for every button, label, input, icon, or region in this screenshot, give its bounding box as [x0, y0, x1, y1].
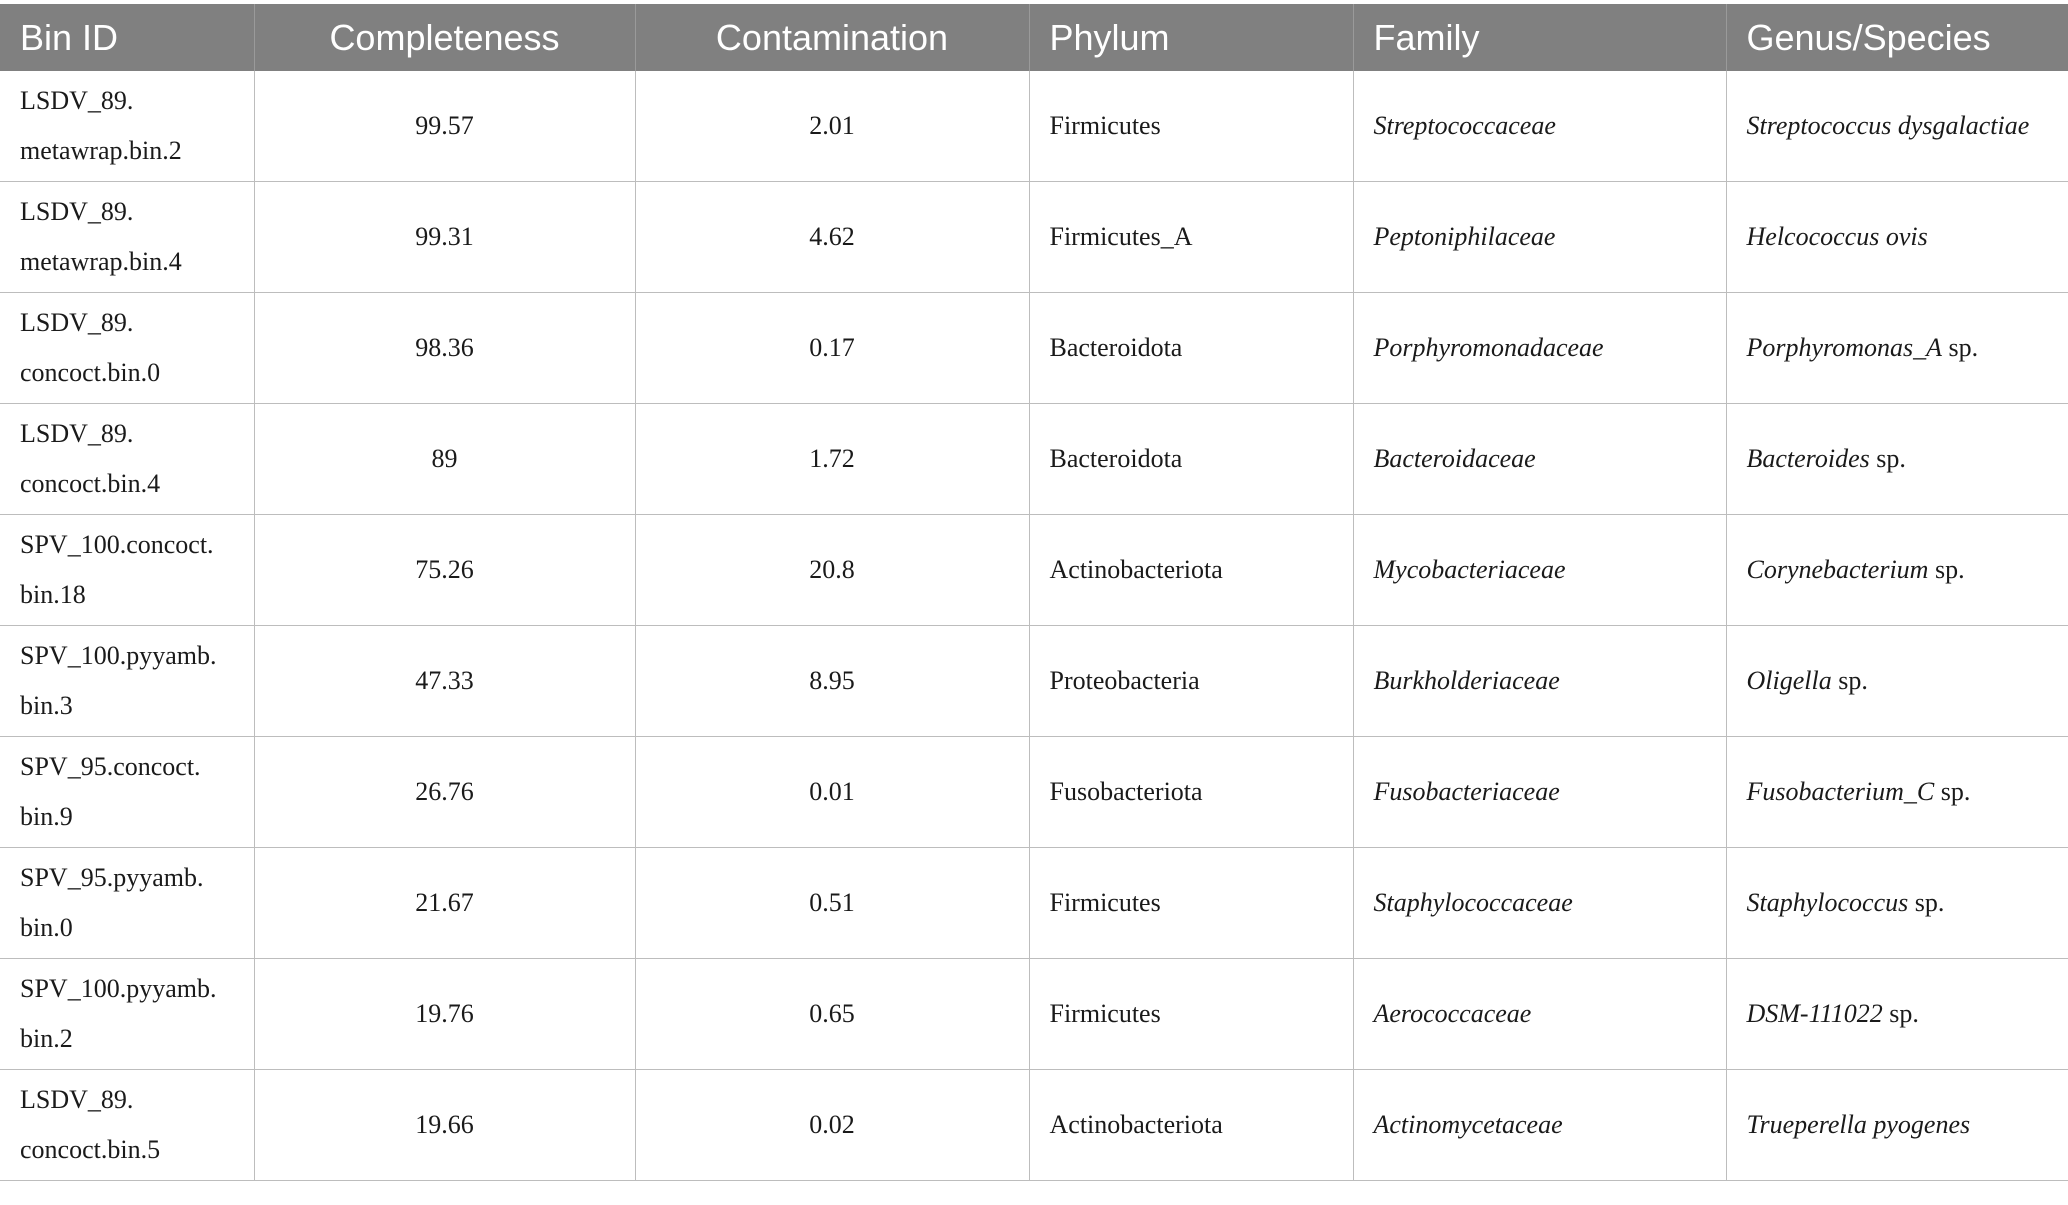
bin-id-line-2: concoct.bin.0 [20, 358, 161, 387]
bin-id-cell [0, 404, 254, 515]
family-cell: Aerococcaceae [1353, 959, 1726, 1070]
genus-species-cell [1726, 737, 2068, 848]
contamination-cell: 20.8 [635, 515, 1029, 626]
genus-species-cell [1726, 71, 2068, 182]
genus-species-cell [1726, 182, 2068, 293]
bin-id-line-2: bin.2 [20, 1024, 73, 1053]
completeness-cell: 26.76 [254, 737, 635, 848]
completeness-cell: 98.36 [254, 293, 635, 404]
table-header [0, 4, 2068, 71]
bin-id-line-2: metawrap.bin.4 [20, 247, 182, 276]
table-row [0, 737, 2068, 848]
completeness-cell: 19.66 [254, 1070, 635, 1181]
genus-species-cell [1726, 848, 2068, 959]
table-row [0, 626, 2068, 737]
bin-id-line-1: LSDV_89. [20, 197, 134, 226]
table-body [0, 71, 2068, 1181]
genus-species-cell [1726, 626, 2068, 737]
family-cell: Porphyromonadaceae [1353, 293, 1726, 404]
family-cell: Streptococcaceae [1353, 71, 1726, 182]
bin-id-line-1: SPV_100.pyyamb. [20, 641, 217, 670]
bin-id-cell [0, 293, 254, 404]
bin-id-cell [0, 71, 254, 182]
bin-id-line-1: SPV_100.concoct. [20, 530, 214, 559]
genus-suffix: sp. [1882, 999, 1919, 1028]
header-contamination: Contamination [635, 4, 1029, 71]
contamination-cell: 0.17 [635, 293, 1029, 404]
contamination-cell: 0.02 [635, 1070, 1029, 1181]
genus-suffix: sp. [1908, 888, 1945, 917]
contamination-cell: 2.01 [635, 71, 1029, 182]
table-row [0, 71, 2068, 182]
genus-species-cell [1726, 515, 2068, 626]
family-cell: Peptoniphilaceae [1353, 182, 1726, 293]
completeness-cell: 99.57 [254, 71, 635, 182]
completeness-cell: 99.31 [254, 182, 635, 293]
table-row [0, 1070, 2068, 1181]
phylum-cell: Firmicutes [1029, 959, 1353, 1070]
header-completeness: Completeness [254, 4, 635, 71]
header-family: Family [1353, 4, 1726, 71]
completeness-cell: 75.26 [254, 515, 635, 626]
bin-id-cell [0, 182, 254, 293]
header-row [0, 4, 2068, 71]
bin-id-line-2: concoct.bin.5 [20, 1135, 161, 1164]
contamination-cell: 0.01 [635, 737, 1029, 848]
phylum-cell: Bacteroidota [1029, 293, 1353, 404]
bin-id-line-2: bin.0 [20, 913, 73, 942]
bin-id-cell [0, 737, 254, 848]
table-row [0, 515, 2068, 626]
genus-suffix: sp. [1934, 777, 1971, 806]
table-row [0, 959, 2068, 1070]
phylum-cell: Firmicutes [1029, 71, 1353, 182]
contamination-cell: 1.72 [635, 404, 1029, 515]
header-phylum: Phylum [1029, 4, 1353, 71]
genus-name: Staphylococcus [1746, 888, 1909, 917]
phylum-cell: Actinobacteriota [1029, 515, 1353, 626]
family-cell: Actinomycetaceae [1353, 1070, 1726, 1181]
genus-species-cell [1726, 293, 2068, 404]
bin-id-line-1: LSDV_89. [20, 1085, 134, 1114]
table-row [0, 293, 2068, 404]
bin-id-line-1: LSDV_89. [20, 308, 134, 337]
bin-id-line-1: SPV_95.concoct. [20, 752, 201, 781]
genus-name: Fusobacterium_C [1746, 777, 1935, 806]
bin-id-line-2: bin.18 [20, 580, 86, 609]
bin-id-line-1: SPV_95.pyyamb. [20, 863, 204, 892]
genus-name: Bacteroides [1746, 444, 1870, 473]
genus-suffix: sp. [1869, 444, 1906, 473]
genus-name: Oligella [1746, 666, 1832, 695]
table-row [0, 182, 2068, 293]
genus-name: Helcococcus ovis [1746, 222, 1928, 251]
header-genus-species: Genus/Species [1726, 4, 2068, 71]
header-bin-id: Bin ID [0, 4, 254, 71]
family-cell: Mycobacteriaceae [1353, 515, 1726, 626]
contamination-cell: 4.62 [635, 182, 1029, 293]
bins-table [0, 4, 2068, 1181]
bin-id-line-2: bin.9 [20, 802, 73, 831]
table-row [0, 848, 2068, 959]
phylum-cell: Bacteroidota [1029, 404, 1353, 515]
genus-species-cell [1726, 1070, 2068, 1181]
contamination-cell: 0.65 [635, 959, 1029, 1070]
bin-id-line-2: bin.3 [20, 691, 73, 720]
bin-id-cell [0, 959, 254, 1070]
completeness-cell: 89 [254, 404, 635, 515]
phylum-cell: Firmicutes [1029, 848, 1353, 959]
bin-id-line-1: LSDV_89. [20, 86, 134, 115]
phylum-cell: Fusobacteriota [1029, 737, 1353, 848]
completeness-cell: 19.76 [254, 959, 635, 1070]
table-row [0, 404, 2068, 515]
completeness-cell: 21.67 [254, 848, 635, 959]
contamination-cell: 8.95 [635, 626, 1029, 737]
phylum-cell: Actinobacteriota [1029, 1070, 1353, 1181]
genus-suffix: sp. [1941, 333, 1979, 362]
genus-name: Trueperella pyogenes [1746, 1110, 1971, 1139]
phylum-cell: Proteobacteria [1029, 626, 1353, 737]
contamination-cell: 0.51 [635, 848, 1029, 959]
bin-id-line-2: metawrap.bin.2 [20, 136, 182, 165]
bin-id-line-1: SPV_100.pyyamb. [20, 974, 217, 1003]
family-cell: Fusobacteriaceae [1353, 737, 1726, 848]
genus-suffix: sp. [1928, 555, 1965, 584]
family-cell: Staphylococcaceae [1353, 848, 1726, 959]
bin-id-cell [0, 626, 254, 737]
phylum-cell: Firmicutes_A [1029, 182, 1353, 293]
bin-id-cell [0, 848, 254, 959]
bin-id-cell [0, 515, 254, 626]
genus-species-cell [1726, 404, 2068, 515]
genus-suffix: sp. [1831, 666, 1868, 695]
genus-name: DSM-111022 [1746, 999, 1883, 1028]
genus-species-cell [1726, 959, 2068, 1070]
completeness-cell: 47.33 [254, 626, 635, 737]
bin-id-cell [0, 1070, 254, 1181]
genus-name: Corynebacterium [1746, 555, 1929, 584]
genus-name: Porphyromonas_A [1746, 333, 1942, 362]
family-cell: Burkholderiaceae [1353, 626, 1726, 737]
genus-name: Streptococcus dysgalactiae [1746, 111, 2030, 140]
bin-id-line-1: LSDV_89. [20, 419, 134, 448]
bin-id-line-2: concoct.bin.4 [20, 469, 161, 498]
family-cell: Bacteroidaceae [1353, 404, 1726, 515]
